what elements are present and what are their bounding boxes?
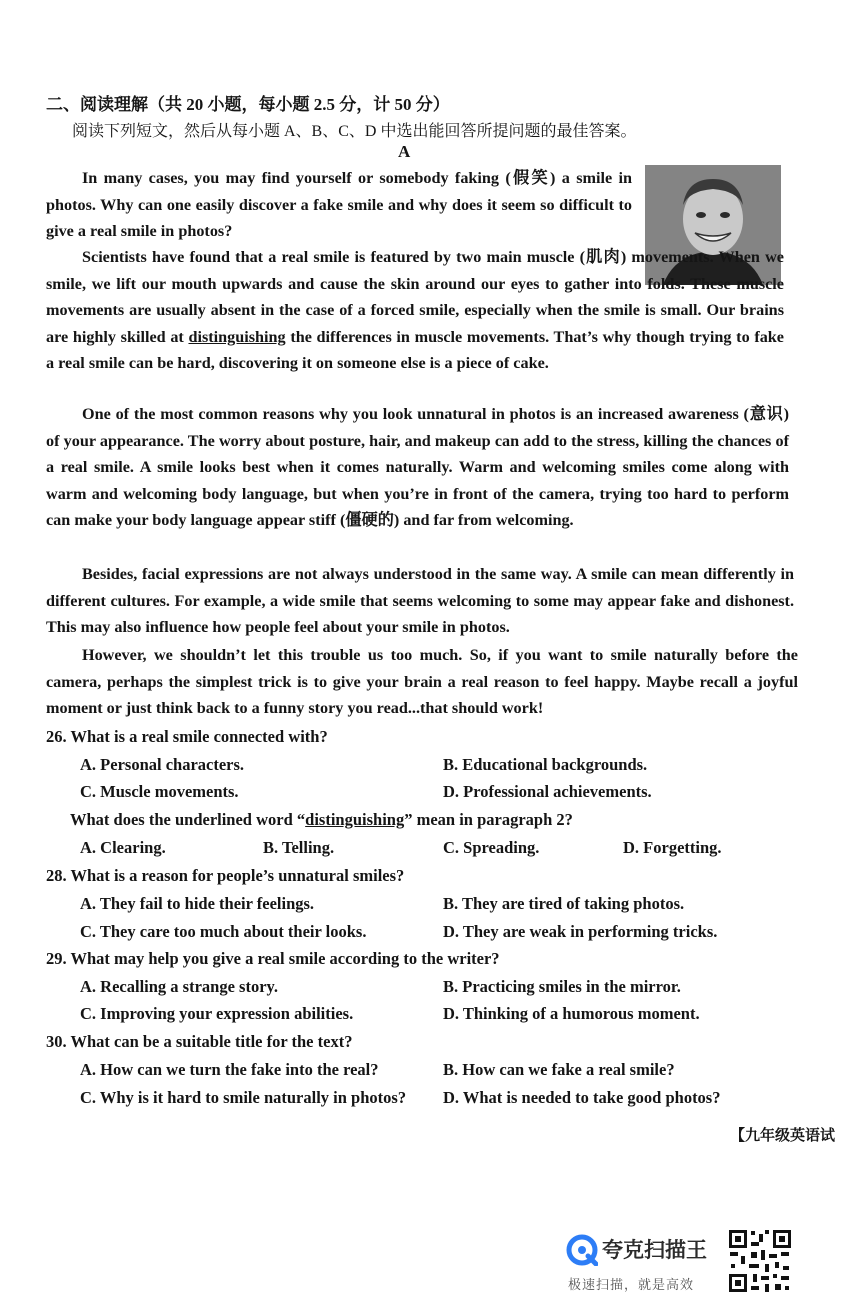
qr-code-icon [727,1228,793,1294]
q28-option-b[interactable]: B. They are tired of taking photos. [443,894,685,913]
question-27: What does the underlined word “distinguishing” mean in paragraph 2? [70,810,573,829]
q27-option-c[interactable]: C. Spreading. [443,838,540,857]
q27-option-b[interactable]: B. Telling. [263,838,335,857]
q29-option-b[interactable]: B. Practicing smiles in the mirror. [443,977,681,996]
paragraph-3: One of the most common reasons why you look unnatural in photos is an increased awareness (意识) of your appearance. The worry about posture, hair, and makeup can add to the stress, killing the chances of a real smile. A smile looks best when it comes naturally. Warm and welcoming smiles come along with warm and welcoming body language, but when you’re in front of the camera, trying too hard to perform can make your body language appear stiff (僵硬的) and far from welcoming. [46,405,789,530]
q29-option-c[interactable]: C. Improving your expression abilities. [80,1004,354,1023]
q26-option-d[interactable]: D. Professional achievements. [443,782,652,801]
q30-option-d[interactable]: D. What is needed to take good photos? [443,1088,721,1107]
q29-option-a[interactable]: A. Recalling a strange story. [80,977,278,996]
q30-option-a[interactable]: A. How can we turn the fake into the real? [80,1060,379,1079]
q26-option-b[interactable]: B. Educational backgrounds. [443,755,648,774]
q28-option-a[interactable]: A. They fail to hide their feelings. [80,894,315,913]
underlined-word: distinguishing [188,327,286,346]
paragraph-1: In many cases, you may find yourself or somebody faking (假笑) a smile in photos. Why can one easily discover a fake smile and why does it seem so difficult to give a real smile in photos? [46,169,632,241]
q28-option-c[interactable]: C. They care too much about their looks. [80,922,367,941]
paragraph-5: However, we shouldn’t let this trouble us too much. So, if you want to smile naturally before the camera, perhaps the simplest trick is to give your brain a real reason to feel happy. Maybe recall a joyful moment or just think back to a funny story you read...that should work! [46,646,798,718]
question-26: 26. What is a real smile connected with? [46,727,328,746]
q30-option-c[interactable]: C. Why is it hard to smile naturally in photos? [80,1088,407,1107]
q27-option-d[interactable]: D. Forgetting. [623,838,722,857]
question-30: 30. What can be a suitable title for the text? [46,1032,353,1051]
q28-option-d[interactable]: D. They are weak in performing tricks. [443,922,718,941]
paragraph-4: Besides, facial expressions are not always understood in the same way. A smile can mean differently in different cultures. For example, a wide smile that seems welcoming to some may appear fake and dishonest. This may also influence how people feel about your smile in photos. [46,565,794,637]
q27-option-a[interactable]: A. Clearing. [80,838,166,857]
q30-option-b[interactable]: B. How can we fake a real smile? [443,1060,675,1079]
question-28: 28. What is a reason for people’s unnatural smiles? [46,866,405,885]
q26-option-a[interactable]: A. Personal characters. [80,755,245,774]
question-29: 29. What may help you give a real smile according to the writer? [46,949,500,968]
section-instruction: 阅读下列短文，然后从每小题 A、B、C、D 中选出能回答所提问题的最佳答案。 [72,123,637,140]
paragraph-2: Scientists have found that a real smile is featured by two main muscle (肌肉) movements. When we smile, we lift our mouth upwards and cause the skin around our eyes to gather into folds. These muscle movements are usually absent in the case of a forced smile, especially when the smile is small. Our brains are highly skilled at distinguishing the differences in muscle movements. That’s why though trying to fake a real smile can be hard, discovering it on someone else is a piece of cake. [46,248,784,373]
passage-label: A [398,142,411,161]
scanner-slogan: 极速扫描，就是高效 [568,1278,695,1293]
section-title: 二、阅读理解（共 20 小题，每小题 2.5 分，计 50 分） [46,95,450,114]
scanner-logo-icon [566,1234,598,1266]
exam-footer-label: 【九年级英语试 [730,1128,836,1144]
scanner-name: 夸克扫描王 [602,1238,707,1262]
q26-option-c[interactable]: C. Muscle movements. [80,782,239,801]
q29-option-d[interactable]: D. Thinking of a humorous moment. [443,1004,700,1023]
